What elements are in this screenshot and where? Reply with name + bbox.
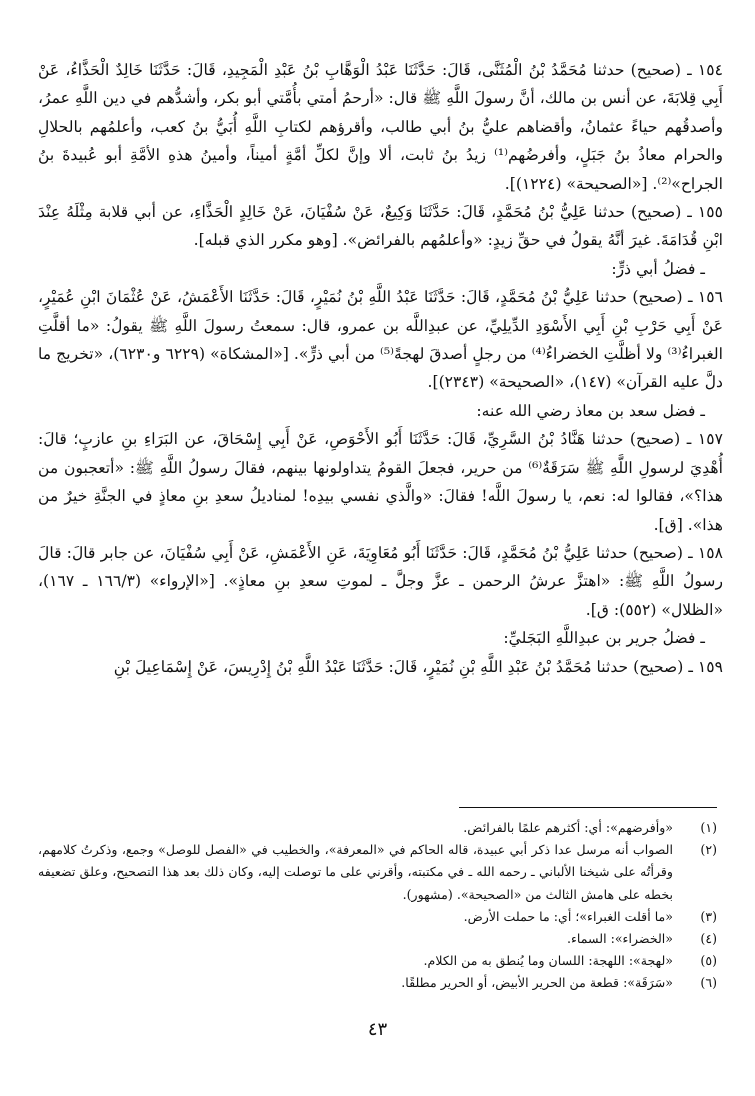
footnotes <box>38 817 723 995</box>
footnote-number: (١) <box>700 820 717 835</box>
footnote-number: (٤) <box>700 931 717 947</box>
hadith-159: ١٥٩ ـ (صحيح) حدثنا مُحَمَّدُ بْنُ عَبْدِ اللَّهِ بْنِ نُمَيْرٍ، قَالَ: حَدَّثَنَا عَبْدُ اللَّهِ بْنُ إِدْرِيسَ، عَنْ إِسْمَاعِيلَ بْنِ <box>113 657 723 676</box>
footnote-text: «لهجة»: اللهجة: اللسان وما يُنطق به من الكلام. <box>423 953 673 969</box>
hadith-154: ١٥٤ ـ (صحيح) حدثنا مُحَمَّدُ بْنُ الْمُثَنَّى، قَالَ: حَدَّثَنَا عَبْدُ الْوَهَّابِ بْنُ عَبْدِ الْمَجِيدِ، قَالَ: حَدَّثَنَا خَالِدٌ الْحَذَّاءُ، عَنْ أَبِي قِلابَةَ، عن أنس بن مالك، أنَّ رسولَ اللَّهِ ﷺ قال: «أرحمُ أمتي بأُمَّتي أبو بكر، وأشدُّهم في دين اللَّهِ عمرُ، وأصدقُهم حياءً عثمانُ، وأقضاهم عليُّ بنُ أبي طالب، وأقرؤهم لكتابِ اللَّهِ أُبَيُّ بنُ كعب، وأعلمُهم بالحلالِ والحرام معاذُ بنُ جَبَلٍ، وأفرضُهم⁽¹⁾ زيدُ بنُ ثابت، ألا وإنَّ لكلِّ أمَّةٍ أميناً، وأمينُ هذهِ الأمَّةِ أبو عُبيدةَ بنُ الجراح»⁽²⁾. [«الصحيحة» (١٢٢٤)]. <box>38 61 724 193</box>
hadith-155: ١٥٥ ـ (صحيح) حدثنا عَلِيُّ بْنُ مُحَمَّدٍ، قَالَ: حَدَّثَنَا وَكِيعٌ، عَنْ سُفْيَانَ، عَنْ خَالِدٍ الْحَذَّاءِ، عن أبي قلابة مِثْلَهُ عِنْدَ ابْنِ قُدَامَةَ. غيرَ أنَّهُ يقولُ في حقِّ زيدٍ: «وأعلمُهم بالفرائض». [وهو مكرر الذي قبله]. <box>38 203 723 250</box>
footnote-number: (٥) <box>700 953 717 969</box>
footnote-number: (٢) <box>700 842 717 858</box>
main-text <box>38 56 723 681</box>
footnote-text: «سَرَقَة»: قطعة من الحرير الأبيض، أو الحرير مطلقًا. <box>401 975 673 991</box>
footnote-text: الصواب أنه مرسل عدا ذكر أبي عبيدة، قاله الحاكم في «المعرفة»، والخطيب في «الفصل للوصل» وجمع، وذكرتُ كلامهم، وقرأتُه على شيخنا الألباني ـ رحمه الله ـ في مكتبته، وأقرني على ما توصلت إليه، وكان ذلك بعد هذا التصحيح، وعلق تضعيفه بخطه على هامش الثالث من «الصحيحة». (مشهور). <box>38 842 673 902</box>
page-number: ٤٣ <box>367 1019 388 1040</box>
hadith-list <box>38 56 723 681</box>
footnote-2 <box>38 839 723 906</box>
section-title-saad-bin-muadh: ـ فضل سعد بن معاذ رضي الله عنه: <box>476 401 705 420</box>
footnote-6 <box>38 972 723 994</box>
footnote-text: «ما أقلت الغبراء»؛ أي: ما حملت الأرض. <box>463 908 673 924</box>
footnote-3 <box>38 906 723 928</box>
hadith-157: ١٥٧ ـ (صحيح) حدثنا هَنَّادُ بْنُ السَّرِيِّ، قَالَ: حَدَّثَنَا أَبُو الأَحْوَصِ، عَنْ أَبِي إِسْحَاقَ، عن البَرَاءِ بنِ عازبٍ؛ قالَ: أُهْدِيَ لرسولِ اللَّهِ ﷺ سَرَقَةٌ⁽⁶⁾ من حرير، فجعلَ القومُ يتداولونها بينهم، فقالَ رسولُ اللَّهِ ﷺ: «أتعجبون من هذا؟»، فقالوا له: نعم، يا رسولَ اللَّه! فقالَ: «والَّذي نفسي بيدِه! لمناديلُ سعدِ بنِ معاذٍ في الجنَّةِ خيرٌ من هذا». [ق]. <box>38 430 723 534</box>
hadith-156: ١٥٦ ـ (صحيح) حدثنا عَلِيُّ بْنُ مُحَمَّدٍ، قَالَ: حَدَّثَنَا عَبْدُ اللَّهِ بْنُ نُمَيْرٍ، قَالَ: حَدَّثَنَا الأَعْمَشُ، عَنْ عُثْمَانَ ابْنِ عُمَيْرٍ، عَنْ أَبِي حَرْبِ بْنِ أَبِي الأَسْوَدِ الدِّيلِيِّ، عن عبدِاللَّه بن عمرو، قال: سمعتُ رسولَ اللَّهِ ﷺ يقولُ: «ما أقلَّتِ الغبراءُ⁽³⁾ ولا أظلَّتِ الخضراءُ⁽⁴⁾ من رجلٍ أصدقَ لهجةً⁽⁵⁾ من أبي ذرٍّ». [«المشكاة» (٦٢٢٩ و٦٢٣٠)، «تخريج ما دلَّ عليه القرآن» (١٤٧)، «الصحيحة» (٢٣٤٣)]. <box>38 288 723 392</box>
hadith-158: ١٥٨ ـ (صحيح) حدثنا عَلِيُّ بْنُ مُحَمَّدٍ، قَالَ: حَدَّثَنَا أَبُو مُعَاوِيَةَ، عَنِ الأَعْمَشِ، عَنْ أَبِي سُفْيَانَ، عن جابر قالَ: قالَ رسولُ اللَّهِ ﷺ: «اهتزَّ عرشُ الرحمن ـ عزَّ وجلَّ ـ لموتِ سعدِ بنِ معاذٍ». [«الإرواء» (١٦٦/٣ ـ ١٦٧)، «الظلال» (٥٥٢): ق]. <box>38 543 724 619</box>
footnote-number: (٣) <box>700 908 717 924</box>
footnote-1 <box>38 817 723 839</box>
footnote-divider <box>459 807 717 808</box>
footnote-text: «الخضراء»: السماء. <box>566 931 673 947</box>
section-title-jarir: ـ فضلُ جرير بن عبدِاللَّهِ البَجَليِّ: <box>503 629 705 648</box>
footnote-number: (٦) <box>700 975 717 991</box>
footnote-5 <box>38 950 723 972</box>
footnote-4 <box>38 928 723 950</box>
footnote-text: «وأفرضهم»: أي: أكثرهم علمًا بالفرائض. <box>463 820 673 835</box>
section-title-abu-dharr: ـ فضلُ أبي ذرٍّ: <box>611 259 705 278</box>
